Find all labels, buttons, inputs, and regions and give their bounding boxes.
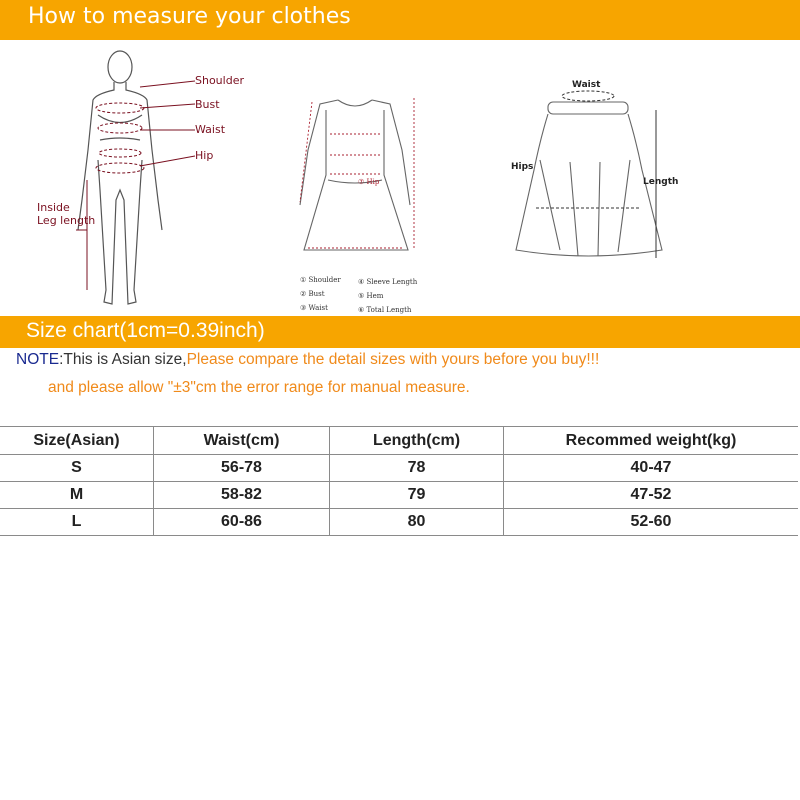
header-waist: Waist(cm) <box>154 427 330 455</box>
label-leg-length: Leg length <box>37 214 96 227</box>
legend-total-length: ⑥ Total Length <box>358 306 412 314</box>
cell-weight: 52-60 <box>504 509 799 536</box>
note-sep: : <box>59 351 64 368</box>
cell-size: L <box>0 509 154 536</box>
size-table <box>0 426 798 536</box>
note-key: NOTE <box>16 351 60 368</box>
cell-weight: 47-52 <box>504 482 799 509</box>
table-header-row <box>0 427 798 455</box>
cell-length: 80 <box>330 509 504 536</box>
legend-hem: ⑤ Hem <box>358 292 384 300</box>
cell-waist: 58-82 <box>154 482 330 509</box>
skirt-label-waist: Waist <box>572 80 601 90</box>
cell-length: 79 <box>330 482 504 509</box>
size-chart-title: Size chart(1cm=0.39inch) <box>26 319 265 342</box>
header-banner <box>0 0 800 40</box>
header-size: Size(Asian) <box>0 427 154 455</box>
legend-waist: ③ Waist <box>300 304 328 312</box>
label-shoulder: Shoulder <box>195 74 244 87</box>
header-length: Length(cm) <box>330 427 504 455</box>
label-inside: Inside <box>37 201 70 214</box>
label-bust: Bust <box>195 98 220 111</box>
cell-size: M <box>0 482 154 509</box>
measurement-figures <box>0 40 800 315</box>
cell-waist: 56-78 <box>154 455 330 482</box>
size-chart-banner <box>0 316 800 348</box>
legend-shoulder: ① Shoulder <box>300 276 341 284</box>
skirt-label-length: Length <box>643 177 679 187</box>
skirt-figure <box>500 80 680 270</box>
note-line-2: and please allow "±3"cm the error range for manual measure. <box>48 379 470 396</box>
header-title: How to measure your clothes <box>28 4 351 29</box>
legend-sleeve-length: ④ Sleeve Length <box>358 278 418 286</box>
note-asian-size: This is Asian size, <box>63 351 187 368</box>
table-row <box>0 509 798 536</box>
table-row <box>0 455 798 482</box>
table-row <box>0 482 798 509</box>
note-compare: Please compare the detail sizes with yours before you buy!!! <box>186 351 600 368</box>
cell-weight: 40-47 <box>504 455 799 482</box>
cell-waist: 60-86 <box>154 509 330 536</box>
label-hip: Hip <box>195 149 214 162</box>
note-line-1 <box>16 351 599 369</box>
dress-hip-mark: ⑦ Hip <box>358 178 380 186</box>
legend-bust: ② Bust <box>300 290 325 298</box>
cell-size: S <box>0 455 154 482</box>
header-weight: Recommed weight(kg) <box>504 427 799 455</box>
skirt-label-hips: Hips <box>511 162 534 172</box>
label-waist: Waist <box>195 123 226 136</box>
cell-length: 78 <box>330 455 504 482</box>
